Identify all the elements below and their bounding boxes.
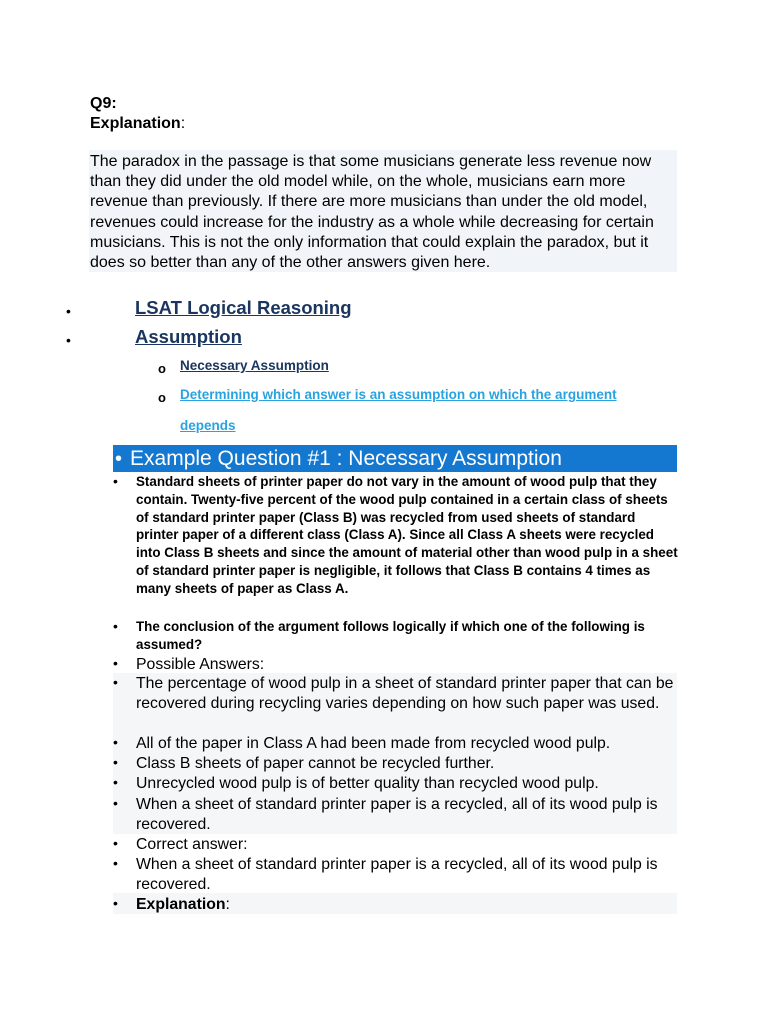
link-assumption[interactable]: Assumption	[135, 326, 242, 347]
list-bullet: •	[113, 774, 118, 790]
banner-bullet: •	[115, 448, 123, 470]
example-question-title: Example Question #1 : Necessary Assumption	[130, 447, 562, 470]
nav-bullet: •	[66, 332, 71, 348]
list-bullet: •	[113, 855, 118, 871]
answer-text: Unrecycled wood pulp is of better quality than recycled wood pulp.	[136, 775, 599, 792]
explanation-heading	[90, 114, 185, 134]
link-determining-assumption-cont[interactable]: depends	[180, 418, 236, 433]
correct-answer-label: Correct answer:	[136, 836, 248, 853]
list-bullet: •	[113, 618, 118, 634]
list-bullet: •	[113, 795, 118, 811]
list-bullet: •	[113, 473, 118, 489]
correct-answer-text: When a sheet of standard printer paper is a recycled, all of its wood pulp is recovered.	[136, 856, 658, 894]
explanation-paragraph: The paradox in the passage is that some musicians generate less revenue now than they did under the old model while, on the whole, musicians earn more revenue than previously. If there are more musicians than under the old model, revenues could increase for the industry as a whole while decreasing for certain musicians. This is not the only information that could explain the paradox, but it does so better than any of the other answers given here.	[89, 150, 677, 272]
possible-answers-label: Possible Answers:	[136, 656, 265, 673]
answer-text: The percentage of wood pulp in a sheet of standard printer paper that can be recovered during recycling varies depending on how such paper was used.	[136, 675, 674, 713]
explanation-colon: :	[180, 115, 186, 132]
explanation-label: Explanation	[90, 115, 181, 132]
explanation-footer-colon: :	[225, 896, 230, 913]
link-determining-assumption[interactable]: Determining which answer is an assumption on which the argument	[180, 387, 617, 402]
explanation-footer-label: Explanation	[136, 896, 226, 913]
question-number: Q9:	[90, 95, 117, 112]
list-bullet: •	[113, 734, 118, 750]
list-bullet: •	[113, 835, 118, 851]
example-question-banner	[113, 445, 677, 472]
question-passage: Standard sheets of printer paper do not vary in the amount of wood pulp that they contain. Twenty-five percent of the wood pulp contained in a certain class of sheets of standard printer paper (Class B) was recycled from used sheets of standard printer paper of a different class (Class A). Since all Class A sheets were recycled into Class B sheets and since the amount of material other than wood pulp in a sheet of standard printer paper is negligible, it follows that Class B contains 4 times as many sheets of paper as Class A.	[136, 474, 678, 596]
link-necessary-assumption[interactable]: Necessary Assumption	[180, 358, 329, 373]
question-prompt: The conclusion of the argument follows logically if which one of the following is assumed?	[136, 619, 645, 652]
explanation-footer	[136, 895, 681, 915]
answer-text: All of the paper in Class A had been made from recycled wood pulp.	[136, 735, 611, 752]
sub-bullet: o	[158, 390, 166, 405]
nav-bullet: •	[66, 303, 71, 319]
link-lsat-logical-reasoning[interactable]: LSAT Logical Reasoning	[135, 297, 352, 318]
answer-text: When a sheet of standard printer paper is a recycled, all of its wood pulp is recovered.	[136, 796, 658, 834]
list-bullet: •	[113, 655, 118, 671]
list-bullet: •	[113, 754, 118, 770]
list-bullet: •	[113, 674, 118, 690]
sub-bullet: o	[158, 361, 166, 376]
list-bullet: •	[113, 895, 118, 911]
answer-text: Class B sheets of paper cannot be recycled further.	[136, 755, 495, 772]
